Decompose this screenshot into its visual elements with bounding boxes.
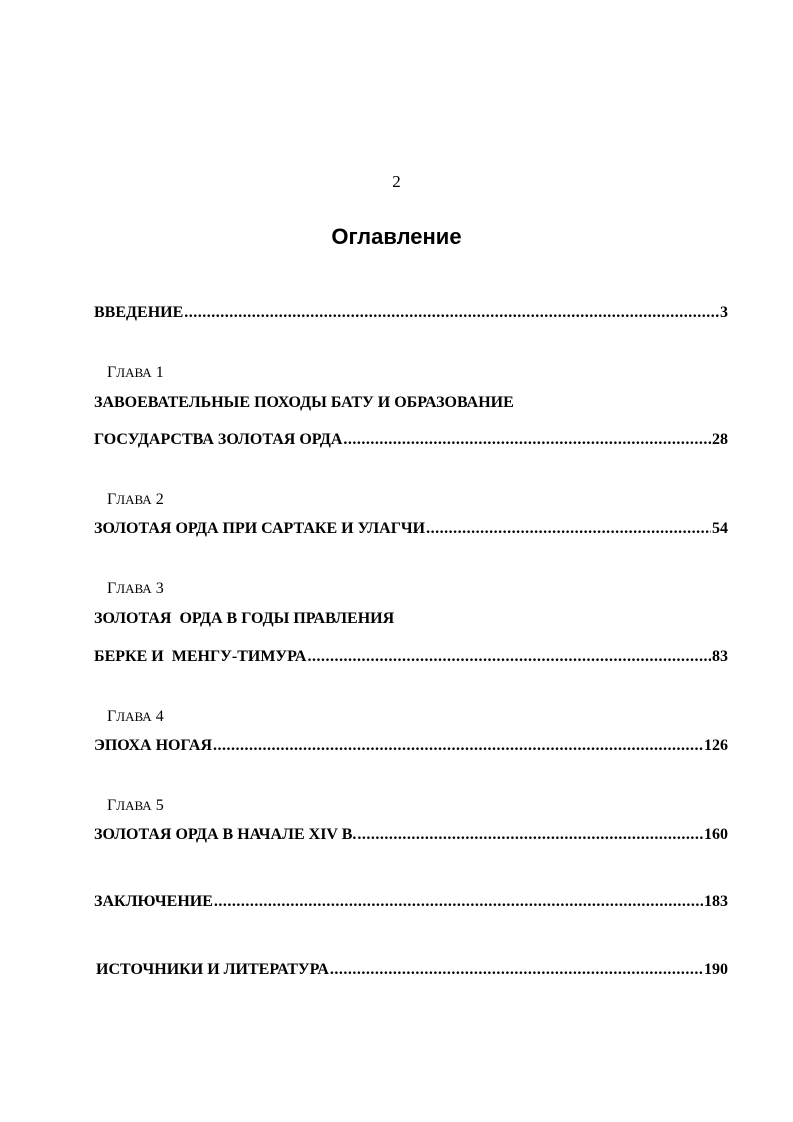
toc-entry-text: ЗАКЛЮЧЕНИЕ: [94, 893, 213, 910]
toc-entry-page: 160: [704, 826, 728, 843]
toc-entry-text: ГОСУДАРСТВА ЗОЛОТАЯ ОРДА: [94, 431, 343, 448]
toc-entry-text: ВВЕДЕНИЕ: [94, 304, 184, 321]
toc-entry-ch1-line1: ЗАВОЕВАТЕЛЬНЫЕ ПОХОДЫ БАТУ И ОБРАЗОВАНИЕ: [94, 394, 514, 411]
toc-entry-page: 83: [712, 648, 728, 665]
toc-entry-text: ЗОЛОТАЯ ОРДА В НАЧАЛЕ XIV В.: [94, 826, 357, 843]
toc-entry-ch2[interactable]: [94, 519, 728, 539]
dot-leader: [214, 892, 703, 912]
toc-entry-text: ИСТОЧНИКИ И ЛИТЕРАТУРА: [96, 961, 329, 978]
chapter-label-4: ГЛАВА 4: [107, 708, 164, 725]
toc-entry-conclusion[interactable]: [94, 892, 728, 912]
toc-entry-page: 28: [712, 431, 728, 448]
toc-entry-ch3-line1: ЗОЛОТАЯ ОРДА В ГОДЫ ПРАВЛЕНИЯ: [94, 610, 395, 627]
toc-entry-page: 126: [704, 737, 728, 754]
page-number: 2: [392, 172, 401, 191]
dot-leader: [330, 960, 703, 980]
toc-entry-text: ЗОЛОТАЯ ОРДА ПРИ САРТАКЕ И УЛАГЧИ: [94, 520, 426, 537]
toc-entry-text: ЭПОХА НОГАЯ: [94, 737, 213, 754]
toc-entry-sources[interactable]: [96, 960, 728, 980]
toc-entry-page: 3: [720, 304, 728, 321]
dot-leader: [307, 647, 711, 667]
toc-entry-ch5[interactable]: [94, 825, 728, 845]
toc-entry-intro[interactable]: [94, 303, 728, 323]
dot-leader: [357, 825, 703, 845]
toc-entry-page: 54: [712, 520, 728, 537]
toc-entry-page: 183: [704, 893, 728, 910]
chapter-label-1: ГЛАВА 1: [107, 364, 164, 381]
toc-entry-ch4[interactable]: [94, 736, 728, 756]
dot-leader: [184, 303, 719, 323]
dot-leader: [343, 430, 711, 450]
toc-title: Оглавление: [331, 224, 462, 249]
toc-entry-ch3[interactable]: [94, 647, 728, 667]
toc-entry-page: 190: [704, 961, 728, 978]
chapter-label-3: ГЛАВА 3: [107, 580, 164, 597]
dot-leader: [213, 736, 703, 756]
chapter-label-2: ГЛАВА 2: [107, 491, 164, 508]
dot-leader: [426, 519, 711, 539]
chapter-label-5: ГЛАВА 5: [107, 797, 164, 814]
toc-entry-text: БЕРКЕ И МЕНГУ-ТИМУРА: [94, 648, 307, 665]
toc-entry-ch1[interactable]: [94, 430, 728, 450]
